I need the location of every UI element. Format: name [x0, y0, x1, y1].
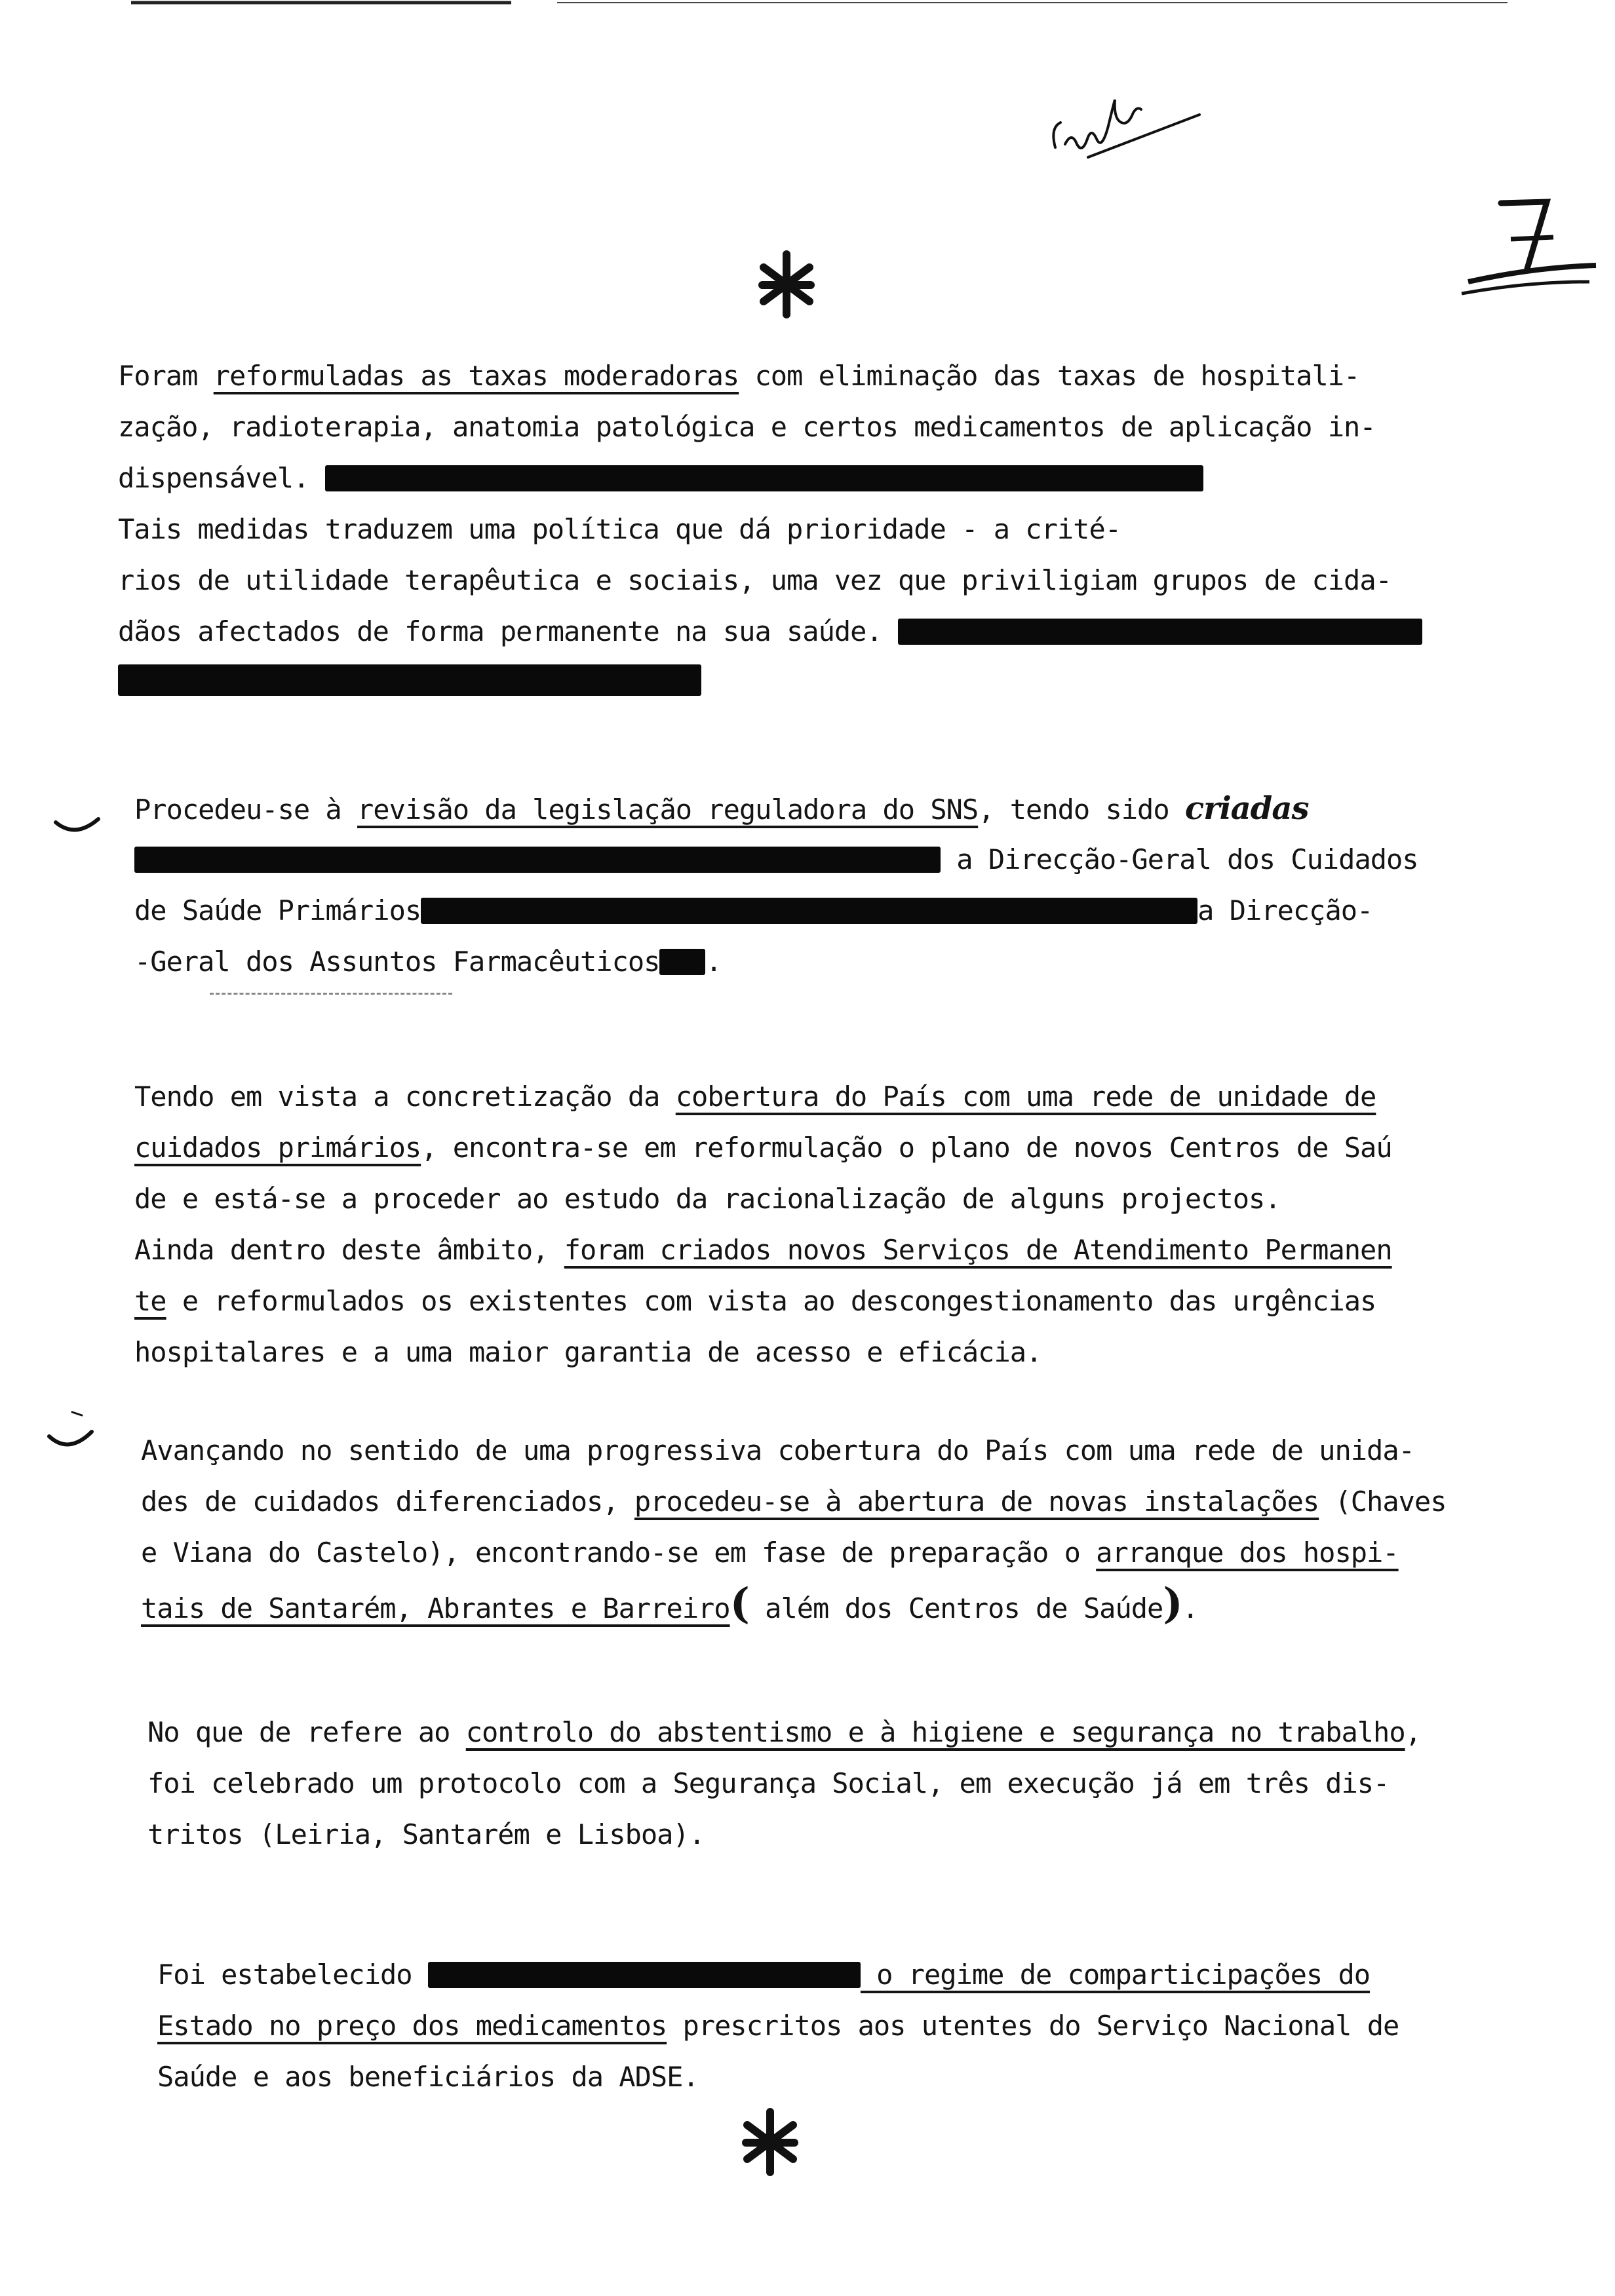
- margin-tick-mark: [46, 1409, 98, 1461]
- text-line: tritos (Leiria, Santarém e Lisboa).: [147, 1818, 705, 1850]
- underlined-phrase: revisão da legislação reguladora do SNS: [357, 794, 979, 826]
- underlined-phrase: cuidados primários: [134, 1132, 421, 1164]
- text-line: te e reformulados os existentes com vista ao descongestionamento das urgências: [134, 1285, 1376, 1317]
- redaction-bar: [134, 847, 941, 873]
- paragraph-cuidados-diferenciados: [141, 1425, 1446, 1630]
- text-line: tais de Santarém, Abrantes e Barreiro( além dos Centros de Saúde).: [141, 1579, 1198, 1628]
- redaction-bar: [118, 664, 701, 696]
- underlined-phrase: controlo do abstentismo e à higiene e segurança no trabalho: [465, 1716, 1405, 1748]
- text-line: Avançando no sentido de uma progressiva cobertura do País com uma rede de unida-: [141, 1434, 1414, 1466]
- top-border-line: [131, 0, 1508, 7]
- dashed-separator: [210, 993, 452, 997]
- handwritten-bracket-open: (: [730, 1579, 749, 1628]
- paragraph-comparticipacoes: [157, 1949, 1399, 2103]
- text-line: Tais medidas traduzem uma política que dá prioridade - a crité-: [118, 513, 1121, 545]
- paragraph-abstentismo: [147, 1707, 1421, 1860]
- text-line: de e está-se a proceder ao estudo da racionalização de alguns projectos.: [134, 1183, 1281, 1215]
- underlined-phrase: Estado no preço dos medicamentos: [157, 2010, 667, 2042]
- redaction-bar: [898, 619, 1422, 645]
- text-line: dãos afectados de forma permanente na sua saúde.: [118, 606, 1422, 657]
- redaction-bar: [325, 465, 1203, 491]
- paragraph-taxas: [118, 351, 1422, 708]
- text-line: Foi estabelecido o regime de comparticipações do: [157, 1959, 1371, 1991]
- redaction-bar: [421, 898, 1197, 924]
- text-line: cuidados primários, encontra-se em reformulação o plano de novos Centros de Saú: [134, 1132, 1392, 1164]
- underlined-phrase: foram criados novos Serviços de Atendimento Permanen: [564, 1234, 1392, 1266]
- text-line: Saúde e aos beneficiários da ADSE.: [157, 2061, 699, 2093]
- text-line: Procedeu-se à revisão da legislação reguladora do SNS, tendo sido criadas: [134, 790, 1309, 827]
- margin-tick-mark: [52, 806, 105, 858]
- asterisk-mark: [757, 249, 816, 321]
- underlined-phrase: tais de Santarém, Abrantes e Barreiro: [141, 1592, 730, 1624]
- text-line: -Geral dos Assuntos Farmacêuticos .: [134, 946, 722, 978]
- handwritten-note: [1042, 85, 1213, 183]
- text-line: foi celebrado um protocolo com a Segurança Social, em execução já em três dis-: [147, 1767, 1390, 1799]
- underlined-phrase: procedeu-se à abertura de novas instalações: [634, 1485, 1319, 1518]
- redaction-bar: [428, 1962, 861, 1988]
- underlined-phrase: arranque dos hospi-: [1096, 1537, 1399, 1569]
- text-line: dispensável.: [118, 453, 1422, 504]
- redaction-bar: [659, 949, 705, 975]
- text-line: rios de utilidade terapêutica e sociais, uma vez que priviligiam grupos de cida-: [118, 564, 1391, 596]
- text-line: de Saúde Primários a Direcção-: [134, 894, 1373, 927]
- text-line: Ainda dentro deste âmbito, foram criados novos Serviços de Atendimento Permanen: [134, 1234, 1392, 1266]
- text-line: No que de refere ao controlo do abstentismo e à higiene e segurança no trabalho,: [147, 1716, 1421, 1748]
- page-number: [1455, 190, 1599, 301]
- text-line: Foram reformuladas as taxas moderadoras com eliminação das taxas de hospitali-: [118, 360, 1360, 392]
- underlined-phrase: te: [134, 1285, 166, 1317]
- handwritten-word: criadas: [1184, 790, 1309, 827]
- handwritten-bracket-close: ): [1163, 1579, 1182, 1628]
- text-line: hospitalares e a uma maior garantia de acesso e eficácia.: [134, 1336, 1042, 1368]
- text-line: [118, 657, 1422, 708]
- text-line: e Viana do Castelo), encontrando-se em fase de preparação o arranque dos hospi-: [141, 1537, 1399, 1569]
- underlined-phrase: reformuladas as taxas moderadoras: [213, 360, 739, 392]
- text-line: Tendo em vista a concretização da cobertura do País com uma rede de unidade de: [134, 1081, 1376, 1113]
- text-line: zação, radioterapia, anatomia patológica e certos medicamentos de aplicação in-: [118, 411, 1376, 443]
- asterisk-mark: [741, 2107, 800, 2179]
- paragraph-sns: [134, 783, 1418, 987]
- underlined-phrase: cobertura do País com uma rede de unidade de: [675, 1081, 1376, 1113]
- text-line: Estado no preço dos medicamentos prescritos aos utentes do Serviço Nacional de: [157, 2010, 1399, 2042]
- text-line: a Direcção-Geral dos Cuidados: [134, 834, 1418, 885]
- underlined-phrase: o regime de comparticipações do: [860, 1959, 1371, 1991]
- text-line: des de cuidados diferenciados, procedeu-se à abertura de novas instalações (Chaves: [141, 1485, 1447, 1518]
- paragraph-cuidados-primarios: [134, 1071, 1392, 1378]
